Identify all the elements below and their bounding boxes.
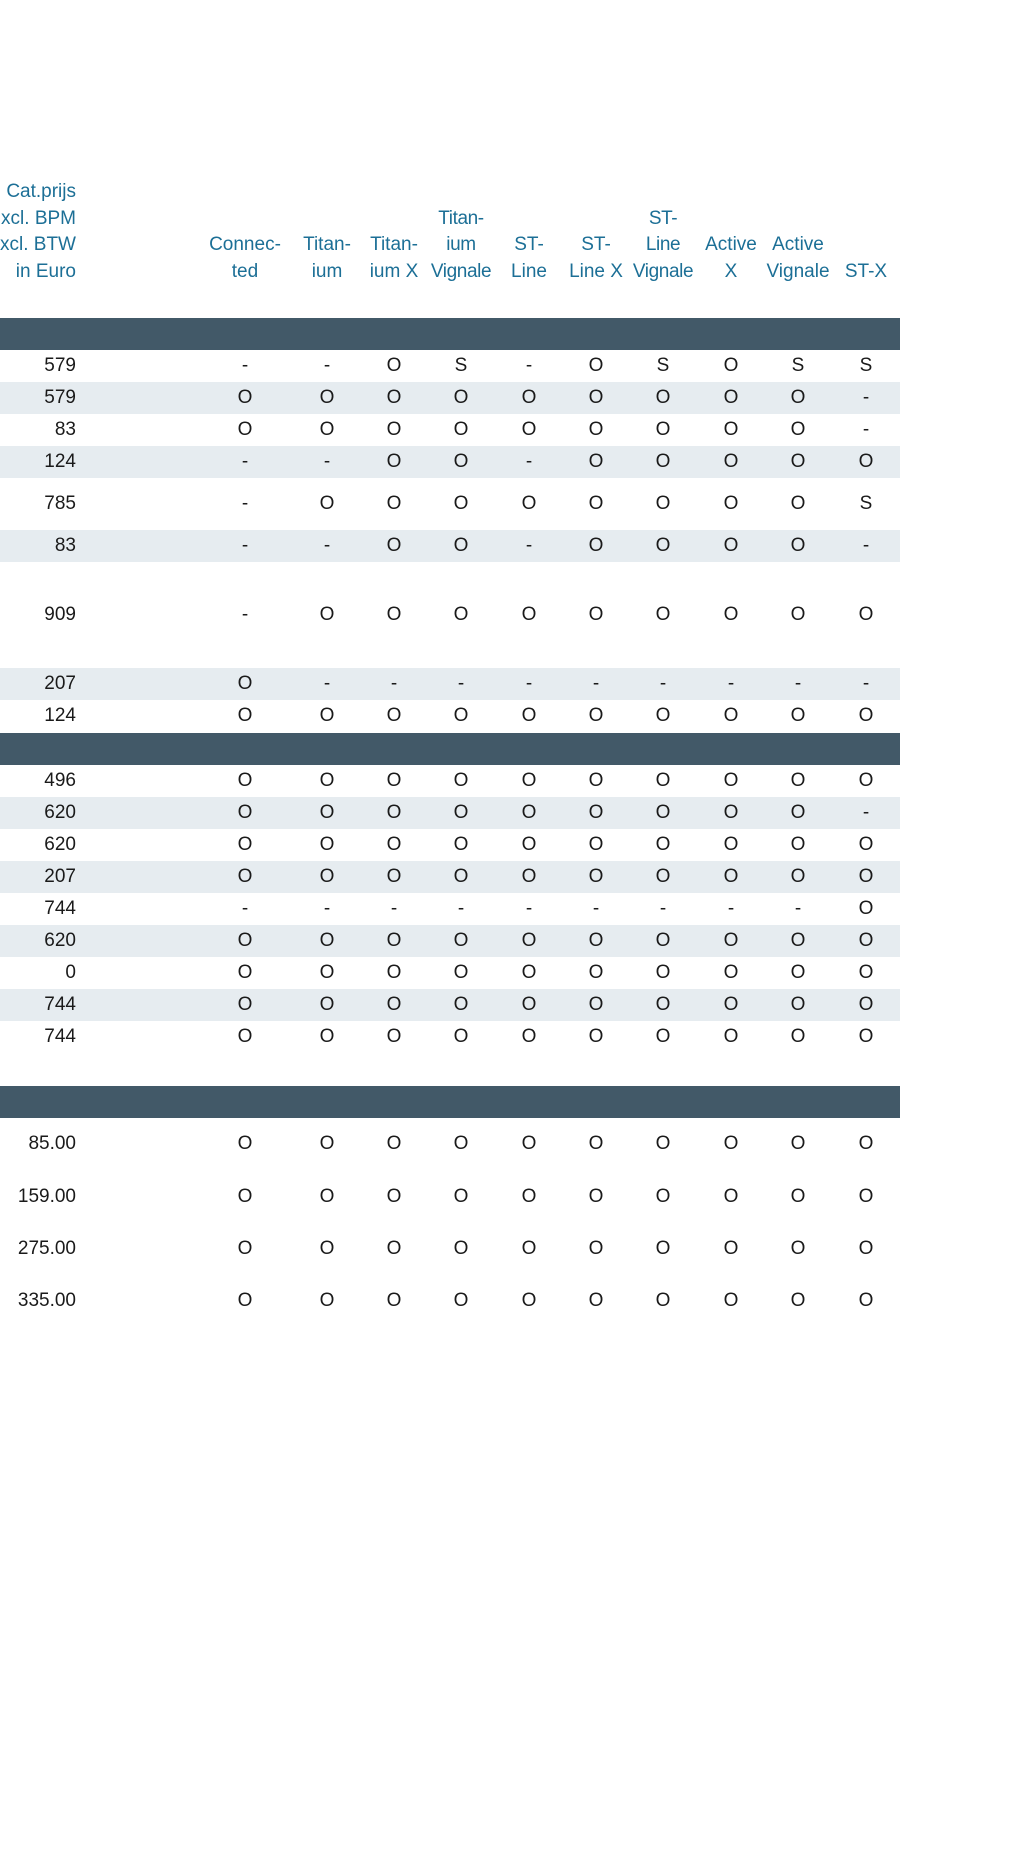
variant-header-line: ST- <box>581 234 611 255</box>
availability-cell: O <box>386 1290 402 1311</box>
availability-cell: O <box>521 1185 537 1207</box>
table-row <box>0 1170 900 1223</box>
availability-cell: O <box>723 1238 739 1259</box>
availability-cell: O <box>386 1185 402 1207</box>
availability-cell: O <box>386 930 402 951</box>
availability-cell: O <box>453 930 469 951</box>
price-cell: 83 <box>54 535 76 556</box>
price-cell: 579 <box>44 355 76 376</box>
variant-header-line: ST- <box>648 207 678 229</box>
availability-cell: O <box>453 604 469 625</box>
availability-cell: - <box>525 535 533 556</box>
availability-cell: S <box>859 493 873 514</box>
availability-cell: O <box>453 419 469 440</box>
availability-cell: O <box>521 1133 537 1154</box>
table-row <box>0 700 900 732</box>
availability-cell: - <box>323 673 331 694</box>
availability-cell: O <box>723 387 739 408</box>
price-cell: 207 <box>44 866 76 887</box>
availability-cell: O <box>386 834 402 855</box>
availability-cell: O <box>453 1026 469 1047</box>
availability-cell: O <box>386 493 402 514</box>
availability-cell: O <box>655 1290 671 1311</box>
availability-cell: O <box>521 802 537 823</box>
availability-cell: O <box>588 387 604 408</box>
availability-cell: O <box>790 962 806 983</box>
availability-cell: O <box>790 705 806 726</box>
price-cell: 620 <box>44 834 76 855</box>
availability-cell: - <box>390 673 398 694</box>
availability-cell: O <box>386 451 402 472</box>
availability-cell: - <box>659 898 667 919</box>
availability-cell: O <box>723 1290 739 1311</box>
availability-cell: O <box>723 1026 739 1047</box>
availability-cell: O <box>386 355 402 376</box>
availability-cell: O <box>453 1238 469 1259</box>
availability-cell: O <box>790 493 806 514</box>
variant-header-line: ST-X <box>844 260 888 282</box>
availability-cell: O <box>521 1290 537 1311</box>
availability-cell: O <box>588 451 604 472</box>
price-header-line: in Euro <box>15 260 76 282</box>
price-cell: 909 <box>44 604 76 625</box>
availability-cell: O <box>319 866 335 887</box>
table-row <box>0 446 900 478</box>
availability-cell: - <box>457 898 465 919</box>
availability-cell: O <box>858 930 874 951</box>
availability-cell: O <box>655 493 671 514</box>
availability-cell: O <box>723 604 739 625</box>
availability-cell: O <box>386 770 402 791</box>
variant-header-line: X <box>724 260 738 282</box>
availability-cell: - <box>323 535 331 556</box>
availability-cell: O <box>588 770 604 791</box>
variant-header-line: Vignale <box>766 260 830 282</box>
price-cell: 0 <box>65 962 76 983</box>
availability-cell: O <box>858 1026 874 1047</box>
availability-cell: O <box>588 604 604 625</box>
table-row <box>0 861 900 893</box>
table-row <box>0 1223 900 1275</box>
availability-cell: O <box>723 451 739 472</box>
availability-cell: - <box>525 898 533 919</box>
availability-cell: O <box>319 930 335 951</box>
availability-cell: - <box>862 419 870 440</box>
price-cell: 124 <box>44 705 76 726</box>
availability-cell: O <box>723 535 739 556</box>
price-cell: 744 <box>44 994 76 1015</box>
availability-cell: - <box>390 898 398 919</box>
availability-cell: O <box>858 451 874 472</box>
availability-cell: O <box>237 770 253 791</box>
price-cell: 620 <box>44 930 76 951</box>
table-row <box>0 478 900 530</box>
availability-cell: O <box>319 493 335 514</box>
table-row <box>0 925 900 957</box>
table-row <box>0 562 900 668</box>
availability-cell: O <box>319 1290 335 1311</box>
availability-cell: O <box>588 1290 604 1311</box>
availability-cell: O <box>655 1133 671 1154</box>
table-row <box>0 1021 900 1053</box>
availability-cell: S <box>859 355 873 376</box>
availability-cell: O <box>588 1238 604 1259</box>
availability-cell: O <box>237 834 253 855</box>
availability-cell: - <box>659 673 667 694</box>
variant-header-line: Connec- <box>209 234 281 255</box>
price-cell: 785 <box>44 493 76 514</box>
availability-cell: O <box>521 930 537 951</box>
availability-cell: O <box>453 705 469 726</box>
availability-cell: O <box>790 770 806 791</box>
availability-cell: O <box>655 770 671 791</box>
availability-cell: O <box>858 1133 874 1154</box>
availability-cell: O <box>319 994 335 1015</box>
availability-cell: O <box>453 493 469 514</box>
availability-cell: O <box>588 1026 604 1047</box>
availability-cell: O <box>319 705 335 726</box>
availability-cell: O <box>453 1290 469 1311</box>
availability-cell: - <box>241 493 249 514</box>
availability-cell: O <box>319 834 335 855</box>
availability-cell: O <box>386 1026 402 1047</box>
availability-cell: O <box>655 1026 671 1047</box>
availability-cell: O <box>453 387 469 408</box>
availability-cell: O <box>521 962 537 983</box>
table-row <box>0 989 900 1021</box>
availability-cell: O <box>386 705 402 726</box>
availability-cell: - <box>241 898 249 919</box>
variant-header-line: Vignale <box>430 260 492 282</box>
availability-cell: O <box>237 1238 253 1259</box>
availability-cell: O <box>588 930 604 951</box>
availability-cell: O <box>237 962 253 983</box>
variant-header-line: Line <box>645 234 681 255</box>
availability-cell: O <box>790 1290 806 1311</box>
table-row <box>0 350 900 382</box>
availability-cell: - <box>241 355 249 376</box>
availability-cell: - <box>323 355 331 376</box>
price-cell: 85.00 <box>28 1133 76 1154</box>
availability-cell: O <box>655 419 671 440</box>
availability-cell: - <box>241 604 249 625</box>
availability-cell: O <box>723 802 739 823</box>
availability-cell: O <box>453 962 469 983</box>
availability-cell: O <box>386 802 402 823</box>
availability-cell: O <box>790 1026 806 1047</box>
availability-cell: O <box>790 866 806 887</box>
availability-cell: - <box>241 451 249 472</box>
availability-cell: - <box>592 673 600 694</box>
availability-cell: O <box>655 604 671 625</box>
availability-cell: O <box>858 834 874 855</box>
variant-header-line: ted <box>231 260 259 282</box>
availability-cell: O <box>655 866 671 887</box>
availability-cell: O <box>588 705 604 726</box>
availability-cell: O <box>858 604 874 625</box>
availability-cell: - <box>323 898 331 919</box>
availability-cell: O <box>655 1185 671 1207</box>
availability-cell: O <box>723 994 739 1015</box>
variant-header-line: Titan- <box>370 234 418 255</box>
availability-cell: O <box>858 898 874 919</box>
availability-cell: - <box>323 451 331 472</box>
availability-cell: O <box>521 770 537 791</box>
availability-cell: O <box>386 604 402 625</box>
table-row <box>0 668 900 700</box>
availability-cell: O <box>655 834 671 855</box>
variant-header-line: Line <box>511 260 547 282</box>
availability-cell: O <box>790 1185 806 1207</box>
price-cell: 620 <box>44 802 76 823</box>
availability-cell: O <box>858 994 874 1015</box>
availability-cell: - <box>525 673 533 694</box>
availability-cell: O <box>319 802 335 823</box>
availability-cell: O <box>386 962 402 983</box>
availability-cell: - <box>241 535 249 556</box>
variant-header-line: Line X <box>569 260 623 282</box>
availability-cell: O <box>723 1185 739 1207</box>
availability-cell: O <box>453 770 469 791</box>
availability-cell: O <box>319 387 335 408</box>
availability-cell: O <box>521 866 537 887</box>
table-row <box>0 382 900 414</box>
availability-cell: O <box>237 994 253 1015</box>
availability-cell: O <box>319 770 335 791</box>
price-header-line: Cat.prijs <box>6 181 76 202</box>
variant-column-header <box>806 259 926 286</box>
availability-cell: S <box>656 355 670 376</box>
variant-header-line: Titan- <box>438 207 484 229</box>
availability-cell: O <box>319 604 335 625</box>
availability-cell: O <box>858 770 874 791</box>
availability-cell: - <box>862 673 870 694</box>
availability-cell: S <box>454 355 468 376</box>
availability-cell: O <box>858 705 874 726</box>
availability-cell: O <box>790 930 806 951</box>
price-cell: 335.00 <box>17 1290 76 1311</box>
availability-cell: O <box>655 962 671 983</box>
availability-cell: O <box>790 419 806 440</box>
availability-cell: O <box>237 387 253 408</box>
availability-cell: O <box>790 994 806 1015</box>
availability-cell: O <box>453 451 469 472</box>
price-header-line: xcl. BPM <box>1 207 76 229</box>
availability-cell: O <box>858 962 874 983</box>
availability-cell: O <box>237 419 253 440</box>
availability-cell: O <box>655 994 671 1015</box>
availability-cell: O <box>386 535 402 556</box>
price-cell: 744 <box>44 898 76 919</box>
availability-cell: O <box>386 1133 402 1154</box>
availability-cell: O <box>237 866 253 887</box>
availability-cell: O <box>386 994 402 1015</box>
availability-cell: O <box>858 1185 874 1207</box>
availability-cell: O <box>521 387 537 408</box>
availability-cell: - <box>727 898 735 919</box>
availability-cell: O <box>521 1238 537 1259</box>
table-row <box>0 765 900 797</box>
availability-cell: O <box>588 419 604 440</box>
availability-cell: O <box>588 962 604 983</box>
availability-cell: O <box>386 387 402 408</box>
table-row <box>0 530 900 562</box>
availability-cell: O <box>453 1185 469 1207</box>
table-row <box>0 797 900 829</box>
availability-cell: O <box>723 962 739 983</box>
availability-cell: O <box>723 705 739 726</box>
availability-cell: O <box>453 1133 469 1154</box>
section-header-band <box>0 733 900 765</box>
availability-cell: O <box>790 1238 806 1259</box>
variant-header-line: Titan- <box>303 234 351 255</box>
availability-cell: O <box>521 493 537 514</box>
variant-header-line: Active <box>705 234 757 255</box>
availability-cell: O <box>521 705 537 726</box>
availability-cell: O <box>723 355 739 376</box>
variant-header-line: ium <box>311 260 343 282</box>
availability-cell: O <box>319 1238 335 1259</box>
availability-cell: O <box>521 604 537 625</box>
availability-cell: O <box>521 834 537 855</box>
availability-cell: O <box>790 802 806 823</box>
availability-cell: O <box>723 419 739 440</box>
variant-header-line: Active <box>772 234 824 255</box>
availability-cell: O <box>655 387 671 408</box>
availability-cell: O <box>588 535 604 556</box>
availability-cell: - <box>457 673 465 694</box>
availability-cell: O <box>237 1133 253 1154</box>
availability-cell: O <box>319 962 335 983</box>
availability-cell: O <box>723 866 739 887</box>
availability-cell: O <box>319 1133 335 1154</box>
availability-cell: O <box>319 1185 335 1207</box>
availability-cell: O <box>453 866 469 887</box>
availability-cell: O <box>655 535 671 556</box>
availability-cell: O <box>588 866 604 887</box>
availability-cell: O <box>319 1026 335 1047</box>
availability-cell: O <box>588 1185 604 1207</box>
availability-cell: O <box>237 930 253 951</box>
availability-cell: O <box>386 1238 402 1259</box>
variant-header-line: ST- <box>514 234 544 255</box>
table-row <box>0 1118 900 1170</box>
availability-cell: O <box>655 930 671 951</box>
price-column-header <box>0 179 76 285</box>
availability-cell: O <box>723 930 739 951</box>
availability-cell: - <box>794 898 802 919</box>
availability-cell: O <box>588 834 604 855</box>
availability-cell: O <box>858 866 874 887</box>
availability-cell: S <box>791 355 805 376</box>
availability-cell: O <box>453 834 469 855</box>
availability-cell: O <box>790 387 806 408</box>
availability-cell: O <box>723 1133 739 1154</box>
availability-cell: O <box>790 451 806 472</box>
availability-cell: - <box>525 355 533 376</box>
variant-header-line: Vignale <box>632 260 694 282</box>
availability-cell: O <box>723 770 739 791</box>
variant-header-line: ium X <box>369 260 419 282</box>
availability-cell: O <box>237 1290 253 1311</box>
availability-cell: O <box>790 604 806 625</box>
availability-cell: O <box>237 1185 253 1207</box>
availability-cell: O <box>521 419 537 440</box>
availability-cell: O <box>237 705 253 726</box>
availability-cell: O <box>790 834 806 855</box>
price-cell: 744 <box>44 1026 76 1047</box>
availability-cell: O <box>723 493 739 514</box>
availability-cell: O <box>655 451 671 472</box>
availability-cell: O <box>858 1290 874 1311</box>
availability-cell: O <box>655 1238 671 1259</box>
section-header-band <box>0 318 900 350</box>
availability-cell: O <box>453 802 469 823</box>
price-cell: 83 <box>54 419 76 440</box>
availability-cell: - <box>862 802 870 823</box>
table-row <box>0 957 900 989</box>
price-cell: 275.00 <box>17 1238 76 1259</box>
availability-cell: - <box>727 673 735 694</box>
availability-cell: O <box>319 419 335 440</box>
price-cell: 579 <box>44 387 76 408</box>
availability-cell: O <box>588 802 604 823</box>
availability-cell: O <box>723 834 739 855</box>
availability-cell: O <box>237 802 253 823</box>
table-row <box>0 829 900 861</box>
table-row <box>0 1275 900 1327</box>
availability-cell: O <box>858 1238 874 1259</box>
availability-cell: O <box>453 535 469 556</box>
price-cell: 124 <box>44 451 76 472</box>
availability-cell: O <box>237 673 253 694</box>
table-row <box>0 414 900 446</box>
price-cell: 207 <box>44 673 76 694</box>
price-header-line: xcl. BTW <box>0 234 76 255</box>
availability-cell: O <box>453 994 469 1015</box>
availability-cell: O <box>237 1026 253 1047</box>
section-header-band <box>0 1086 900 1118</box>
availability-cell: O <box>790 1133 806 1154</box>
availability-cell: O <box>655 705 671 726</box>
availability-cell: O <box>588 1133 604 1154</box>
price-cell: 159.00 <box>17 1185 76 1207</box>
availability-cell: - <box>862 535 870 556</box>
availability-cell: O <box>588 994 604 1015</box>
availability-cell: O <box>790 535 806 556</box>
availability-cell: O <box>521 994 537 1015</box>
availability-cell: O <box>386 419 402 440</box>
availability-cell: O <box>521 1026 537 1047</box>
availability-cell: O <box>588 493 604 514</box>
availability-cell: - <box>794 673 802 694</box>
price-cell: 496 <box>44 770 76 791</box>
availability-cell: O <box>588 355 604 376</box>
availability-cell: - <box>525 451 533 472</box>
table-row <box>0 893 900 925</box>
variant-header-line: ium <box>446 234 476 255</box>
availability-cell: O <box>386 866 402 887</box>
availability-cell: O <box>655 802 671 823</box>
availability-cell: - <box>592 898 600 919</box>
availability-cell: - <box>862 387 870 408</box>
